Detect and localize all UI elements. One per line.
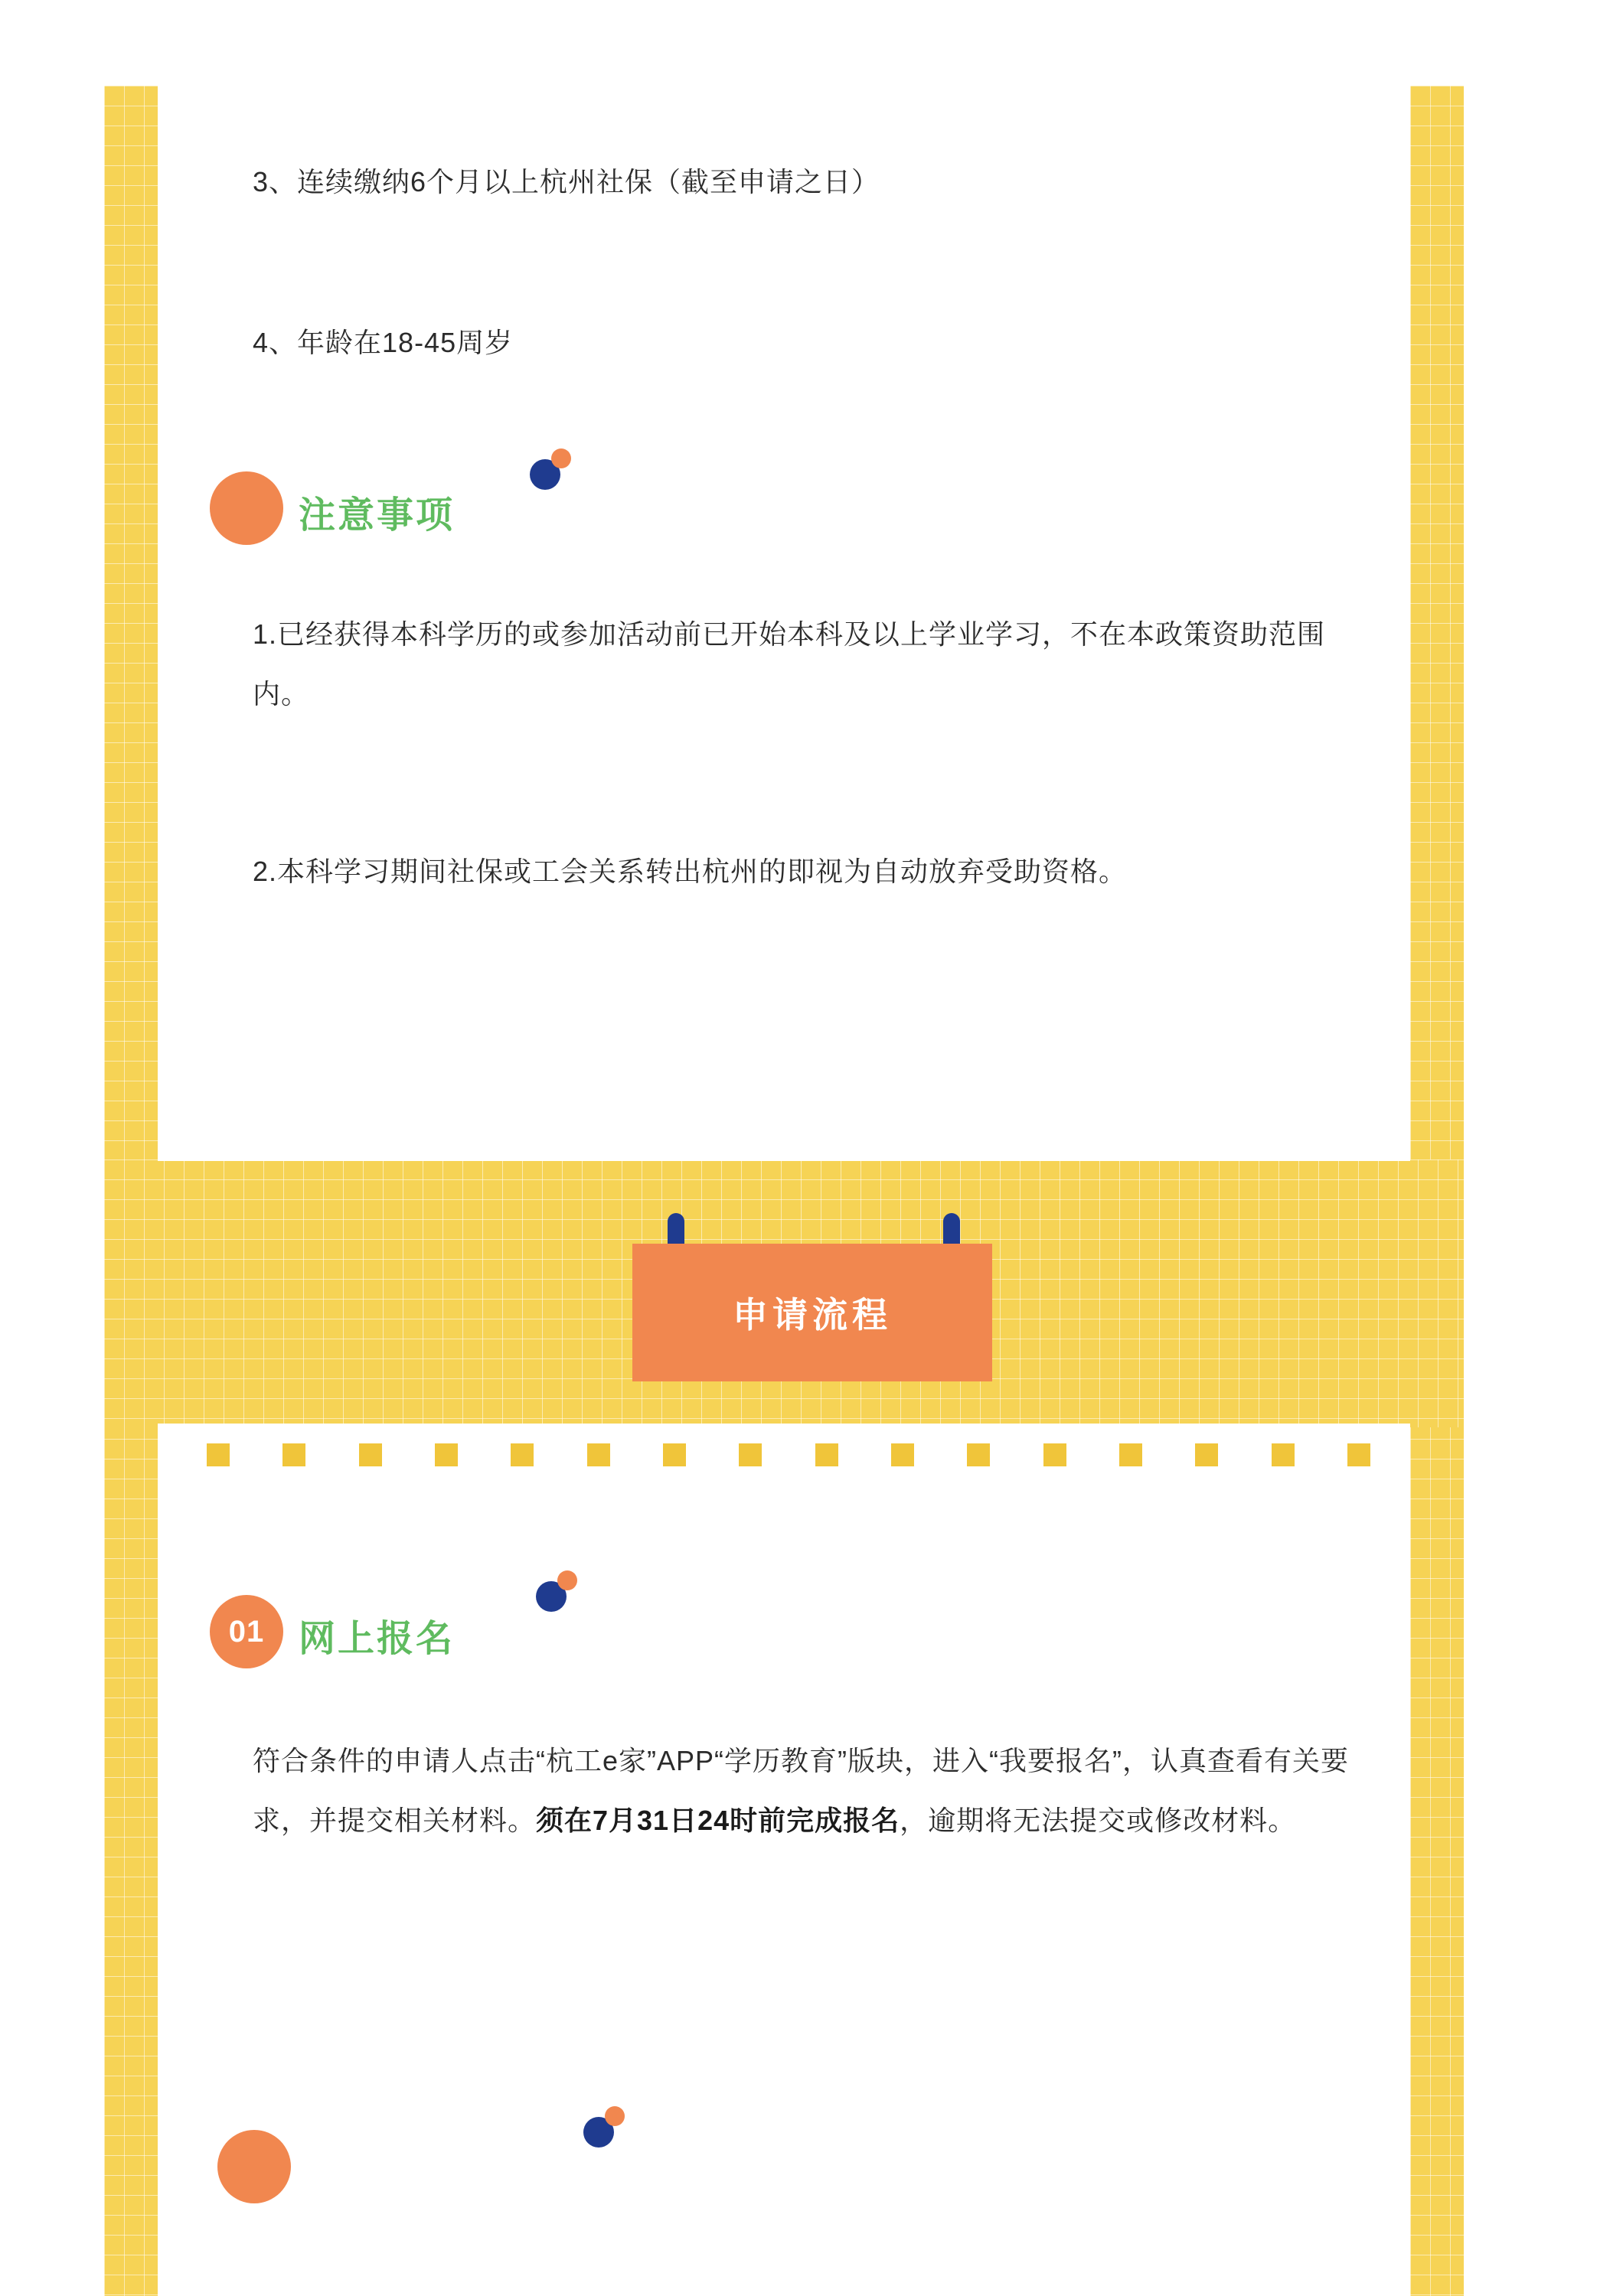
- decor-square: [663, 1443, 686, 1466]
- decor-square: [511, 1443, 534, 1466]
- decor-square: [815, 1443, 838, 1466]
- decor-square: [359, 1443, 382, 1466]
- dot-cluster-notice: [530, 448, 571, 490]
- decor-square: [891, 1443, 914, 1466]
- decor-square: [1272, 1443, 1295, 1466]
- orange-dot-icon: [551, 448, 571, 468]
- ribbon-label: 申请流程: [733, 1295, 892, 1335]
- dot-cluster-step-01: [536, 1570, 577, 1612]
- decor-square: [587, 1443, 610, 1466]
- decor-square: [435, 1443, 458, 1466]
- notice-item-1: 1.已经获得本科学历的或参加活动前已开始本科及以上学业学习，不在本政策资助范围内。: [253, 618, 1326, 709]
- decor-square: [282, 1443, 305, 1466]
- decor-square: [1195, 1443, 1218, 1466]
- step-01-text-before: 符合条件的申请人点击“杭工e家”APP“学历教育”版块，进入“我要报名”，认真查看有关要求，并提交相关材料。: [253, 1745, 1349, 1836]
- section-ribbon-apply-process: [632, 1244, 992, 1381]
- decor-square: [1119, 1443, 1142, 1466]
- decor-square: [207, 1443, 230, 1466]
- step-01-heading-label: 网上报名: [299, 1619, 456, 1659]
- orange-dot-icon: [557, 1570, 577, 1590]
- step-01-text-after: ，逾期将无法提交或修改材料。: [900, 1805, 1297, 1836]
- condition-item-3: 3、连续缴纳6个月以上杭州社保（截至申请之日）: [253, 166, 880, 197]
- decor-square: [1347, 1443, 1370, 1466]
- process-card: [158, 1424, 1410, 2296]
- step-01-number-badge: 01: [210, 1595, 283, 1668]
- dot-cluster-step-02: [583, 2106, 625, 2148]
- notice-item-2: 2.本科学习期间社保或工会关系转出杭州的即视为自动放弃受助资格。: [253, 856, 1128, 887]
- orange-dot-icon: [605, 2106, 625, 2126]
- step-01-body: [253, 1731, 1363, 1851]
- notice-heading-label: 注意事项: [299, 495, 456, 536]
- step-01-text-bold: 须在7月31日24时前完成报名: [536, 1805, 900, 1836]
- notice-bullet-circle: [210, 471, 283, 545]
- decorative-square-row: [207, 1443, 1370, 1466]
- decor-square: [739, 1443, 762, 1466]
- decor-square: [1043, 1443, 1066, 1466]
- step-02-bullet-circle-clipped: [217, 2130, 291, 2203]
- decor-square: [967, 1443, 990, 1466]
- condition-item-4: 4、年龄在18-45周岁: [253, 327, 514, 358]
